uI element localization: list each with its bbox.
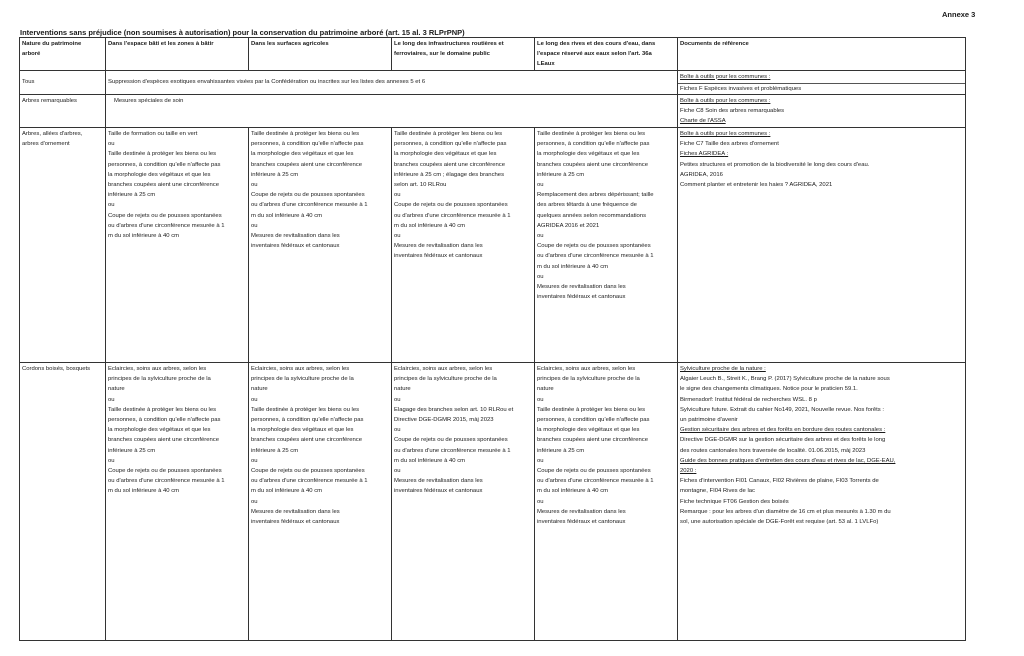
- cell-line: Taille destinée à protéger les biens ou les: [394, 131, 503, 138]
- row-remarquables-refs: Boîte à outils pour les communes : Fiche C8 Soin des arbres remarquables Charte de l'ASSA: [678, 95, 966, 128]
- row-cordons: [20, 363, 966, 641]
- row-allees-route: [392, 128, 535, 363]
- or-separator: ou: [394, 233, 401, 240]
- or-separator: ou: [251, 498, 258, 505]
- cell-line: Taille destinée à protéger les biens ou les: [251, 131, 360, 138]
- row-remarquables: [20, 95, 966, 128]
- cell-line: m du sol inférieure à 40 cm: [251, 488, 323, 495]
- cell-line: m du sol inférieure à 40 cm: [537, 263, 609, 270]
- ref-link-agridea[interactable]: Fiches AGRIDEA :: [680, 151, 729, 158]
- cell-line: inventaires fédéraux et cantonaux: [537, 294, 626, 301]
- row-cordons-agricole: [249, 363, 392, 641]
- cell-line: Taille destinée à protéger les biens ou les: [251, 406, 360, 413]
- cell-line: ou d'arbres d'une circonférence mesurée à 1: [394, 447, 511, 454]
- cell-line: Taille destinée à protéger les biens ou les: [108, 151, 217, 158]
- or-separator: ou: [251, 182, 258, 189]
- cell-line: principes de la sylviculture proche de la: [537, 376, 640, 383]
- cell-line: Eclaircies, soins aux arbres, selon les: [537, 366, 636, 373]
- ref-link-gestion-securitaire[interactable]: Gestion sécuritaire des arbres et des forêts en bordure des routes cantonales :: [680, 427, 886, 434]
- cell-line: ou d'arbres d'une circonférence mesurée à 1: [537, 478, 654, 485]
- cell-line: Coupe de rejets ou de pousses spontanées: [394, 202, 508, 209]
- or-separator: ou: [394, 192, 401, 199]
- cell-line: Mesures de revitalisation dans les: [251, 233, 340, 240]
- or-separator: ou: [108, 141, 115, 148]
- cell-line: personnes, à condition qu'elle n'affecte pas: [251, 417, 364, 424]
- or-separator: ou: [537, 457, 544, 464]
- cell-line: la morphologie des végétaux et que les: [108, 171, 211, 178]
- cell-line: ou d'arbres d'une circonférence mesurée à 1: [251, 202, 368, 209]
- row-allees-refs: Boîte à outils pour les communes : Fiche C7 Taille des arbres d'ornement Fiches AGRIDEA : Petites structures et promotion de la biodiversité le long des cours d'eau. AGRIDEA, 2016 Comment planter et entretenir les haies ? AGRIDEA, 2021: [678, 128, 966, 363]
- cell-line: la morphologie des végétaux et que les: [537, 427, 640, 434]
- header-nature: Nature du patrimoine arboré: [20, 38, 106, 71]
- row-allees-rives: [535, 128, 678, 363]
- cell-line: branches coupées aient une circonférence: [108, 182, 220, 189]
- annex-label: Annexe 3: [942, 10, 976, 19]
- interventions-table: [19, 37, 966, 641]
- or-separator: ou: [394, 468, 401, 475]
- row-cordons-route: [392, 363, 535, 641]
- cell-line: Eclaircies, soins aux arbres, selon les: [251, 366, 350, 373]
- cell-line: Directive DGE-DGMR 2015, màj 2023: [394, 417, 494, 424]
- cell-line: inférieure à 25 cm: [108, 192, 156, 199]
- cell-line: principes de la sylviculture proche de la: [108, 376, 211, 383]
- cell-line: ou d'arbres d'une circonférence mesurée à 1: [108, 222, 225, 229]
- cell-line: inventaires fédéraux et cantonaux: [394, 488, 483, 495]
- row-tous: [20, 70, 966, 94]
- cell-line: branches coupées aient une circonférence: [394, 161, 506, 168]
- or-separator: ou: [108, 457, 115, 464]
- cell-line: Eclaircies, soins aux arbres, selon les: [394, 366, 493, 373]
- cell-line: personnes, à condition qu'elle n'affecte pas: [251, 141, 364, 148]
- cell-line: personnes, à condition qu'elle n'affecte pas: [394, 141, 507, 148]
- row-allees-bati: [106, 128, 249, 363]
- cell-line: Coupe de rejets ou de pousses spontanées: [251, 192, 365, 199]
- row-cordons-label: Cordons boisés, bosquets: [20, 363, 106, 641]
- cell-line: principes de la sylviculture proche de la: [251, 376, 354, 383]
- ref-link-boite-outils[interactable]: Boîte à outils pour les communes :: [680, 98, 771, 105]
- cell-line: la morphologie des végétaux et que les: [251, 427, 354, 434]
- cell-line: nature: [537, 386, 554, 393]
- row-remarquables-text: Mesures spéciales de soin: [106, 95, 678, 128]
- cell-line: ou d'arbres d'une circonférence mesurée à 1: [394, 212, 511, 219]
- cell-line: quelques années selon recommandations: [537, 212, 647, 219]
- cell-line: branches coupées aient une circonférence: [537, 437, 649, 444]
- cell-line: Taille destinée à protéger les biens ou les: [537, 406, 646, 413]
- or-separator: ou: [108, 396, 115, 403]
- row-tous-refs: Boîte à outils pour les communes : Fiches F Espèces invasives et problématiques: [678, 70, 966, 94]
- ref-link-guide-bonnes-pratiques[interactable]: Guide des bonnes pratiques d'entretien des cours d'eau et rives de lac, DGE-EAU,: [680, 457, 896, 464]
- cell-line: la morphologie des végétaux et que les: [394, 151, 497, 158]
- cell-line: Coupe de rejets ou de pousses spontanées: [251, 468, 365, 475]
- ref-link-sylviculture[interactable]: Sylviculture proche de la nature :: [680, 366, 766, 373]
- row-tous-label: Tous: [20, 70, 106, 94]
- cell-line: inventaires fédéraux et cantonaux: [394, 253, 483, 260]
- cell-line: Coupe de rejets ou de pousses spontanées: [537, 468, 651, 475]
- cell-line: nature: [108, 386, 125, 393]
- ref-link-charte-assa[interactable]: Charte de l'ASSA: [680, 118, 726, 125]
- cell-line: la morphologie des végétaux et que les: [108, 427, 211, 434]
- or-separator: ou: [537, 396, 544, 403]
- row-allees-label: Arbres, allées d'arbres, arbres d'ornement: [20, 128, 106, 363]
- cell-line: m du sol inférieure à 40 cm: [108, 488, 180, 495]
- or-separator: ou: [108, 202, 115, 209]
- or-separator: ou: [394, 396, 401, 403]
- cell-line: branches coupées aient une circonférence: [108, 437, 220, 444]
- cell-line: inférieure à 25 cm: [537, 447, 585, 454]
- cell-line: Coupe de rejets ou de pousses spontanées: [537, 243, 651, 250]
- cell-line: Eclaircies, soins aux arbres, selon les: [108, 366, 207, 373]
- cell-line: personnes, à condition qu'elle n'affecte pas: [108, 161, 221, 168]
- cell-line: ou d'arbres d'une circonférence mesurée à 1: [537, 253, 654, 260]
- ref-link-boite-outils[interactable]: Boîte à outils pour les communes :: [680, 73, 771, 80]
- row-cordons-rives: [535, 363, 678, 641]
- or-separator: ou: [537, 182, 544, 189]
- or-separator: ou: [251, 457, 258, 464]
- cell-line: Mesures de revitalisation dans les: [394, 243, 483, 250]
- cell-line: Mesures de revitalisation dans les: [394, 478, 483, 485]
- cell-line: Mesures de revitalisation dans les: [537, 508, 626, 515]
- row-allees: [20, 128, 966, 363]
- cell-line: personnes, à condition qu'elle n'affecte pas: [537, 141, 650, 148]
- header-rives: Le long des rives et des cours d'eau, dans l'espace réservé aux eaux selon l'art. 36a LEaux: [535, 38, 678, 71]
- row-remarquables-label: Arbres remarquables: [20, 95, 106, 128]
- cell-line: principes de la sylviculture proche de la: [394, 376, 497, 383]
- cell-line: inventaires fédéraux et cantonaux: [251, 519, 340, 526]
- cell-line: m du sol inférieure à 40 cm: [394, 457, 466, 464]
- cell-line: personnes, à condition qu'elle n'affecte pas: [537, 417, 650, 424]
- cell-line: inventaires fédéraux et cantonaux: [537, 519, 626, 526]
- cell-line: inférieure à 25 cm: [251, 447, 299, 454]
- cell-line: branches coupées aient une circonférence: [537, 161, 649, 168]
- header-route: Le long des infrastructures routières et ferroviaires, sur le domaine public: [392, 38, 535, 71]
- cell-line: Mesures de revitalisation dans les: [251, 508, 340, 515]
- cell-line: Coupe de rejets ou de pousses spontanées: [108, 468, 222, 475]
- or-separator: ou: [537, 273, 544, 280]
- row-cordons-bati: [106, 363, 249, 641]
- cell-line: branches coupées aient une circonférence: [251, 161, 363, 168]
- cell-line: Taille destinée à protéger les biens ou les: [108, 406, 217, 413]
- cell-line: des arbres têtards à une fréquence de: [537, 202, 637, 209]
- header-documents: Documents de référence: [678, 38, 966, 71]
- header-row: [20, 38, 966, 71]
- cell-line: nature: [394, 386, 411, 393]
- or-separator: ou: [251, 222, 258, 229]
- cell-line: inférieure à 25 cm: [251, 171, 299, 178]
- cell-line: Coupe de rejets ou de pousses spontanées: [394, 437, 508, 444]
- cell-line: selon art. 10 RLRou: [394, 182, 447, 189]
- cell-line: inférieure à 25 cm: [108, 447, 156, 454]
- or-separator: ou: [537, 233, 544, 240]
- cell-line: inférieure à 25 cm ; élagage des branches: [394, 171, 505, 178]
- or-separator: ou: [251, 396, 258, 403]
- cell-line: la morphologie des végétaux et que les: [537, 151, 640, 158]
- cell-line: AGRIDEA 2016 et 2021: [537, 222, 600, 229]
- cell-line: nature: [251, 386, 268, 393]
- ref-link-guide-year[interactable]: 2020 :: [680, 468, 697, 475]
- cell-line: Mesures de revitalisation dans les: [537, 284, 626, 291]
- header-bati: Dans l'espace bâti et les zones à bâtir: [106, 38, 249, 71]
- cell-line: Coupe de rejets ou de pousses spontanées: [108, 212, 222, 219]
- cell-line: m du sol inférieure à 40 cm: [108, 233, 180, 240]
- ref-link-boite-outils[interactable]: Boîte à outils pour les communes :: [680, 131, 771, 138]
- cell-line: inventaires fédéraux et cantonaux: [251, 243, 340, 250]
- cell-line: inférieure à 25 cm: [537, 171, 585, 178]
- cell-line: personnes, à condition qu'elle n'affecte pas: [108, 417, 221, 424]
- cell-line: ou d'arbres d'une circonférence mesurée à 1: [108, 478, 225, 485]
- cell-line: branches coupées aient une circonférence: [251, 437, 363, 444]
- row-cordons-refs: Sylviculture proche de la nature : Algaier Leuch B., Streit K., Brang P. (2017) Sylviculture proche de la nature sous le signe des changements climatiques. Notice pour le praticien 59.1. Birmensdorf: Institut fédéral de recherches WSL. 8 p Sylviculture future. Extrait du cahier No149, 2021, Nouvelle revue. Nos forêts : un patrimoine d'avenir Gestion sécuritaire des arbres et des forêts en bordure des routes cantonales : Directive DGE-DGMR sur la gestion sécuritaire des arbres et des forêts le long des routes cantonales hors traversée de localité. 01.06.2015, màj 2023 Guide des bonnes pratiques d'entretien des cours d'eau et rives de lac, DGE-EAU, 2020 : Fiches d'intervention FI01 Canaux, FI02 Rivières de plaine, FI03 Torrents de montagne, FI04 Rives de lac Fiche technique FT06 Gestion des boisés Remarque : pour les arbres d'un diamètre de 16 cm et plus mesurés à 1.30 m du sol, une autorisation spéciale de DGE-Forêt est requise (art. 53 al. 1 LVLFo): [678, 363, 966, 641]
- cell-line: m du sol inférieure à 40 cm: [251, 212, 323, 219]
- row-allees-agricole: [249, 128, 392, 363]
- or-separator: ou: [394, 427, 401, 434]
- cell-line: Taille destinée à protéger les biens ou les: [537, 131, 646, 138]
- or-separator: ou: [537, 498, 544, 505]
- cell-line: Elagage des branches selon art. 10 RLRou et: [394, 406, 514, 413]
- cell-line: Remplacement des arbres dépérissant; taille: [537, 192, 654, 199]
- cell-line: la morphologie des végétaux et que les: [251, 151, 354, 158]
- cell-line: Taille de formation ou taille en vert: [108, 131, 198, 138]
- row-tous-text: Suppression d'espèces exotiques envahissantes visées par la Confédération ou inscrites sur les listes des annexes 5 et 6: [106, 70, 678, 94]
- page-title: Interventions sans préjudice (non soumises à autorisation) pour la conservation du patrimoine arboré (art. 15 al. 3 RLPrPNP): [20, 28, 465, 37]
- cell-line: m du sol inférieure à 40 cm: [537, 488, 609, 495]
- cell-line: m du sol inférieure à 40 cm: [394, 222, 466, 229]
- header-agricole: Dans les surfaces agricoles: [249, 38, 392, 71]
- cell-line: ou d'arbres d'une circonférence mesurée à 1: [251, 478, 368, 485]
